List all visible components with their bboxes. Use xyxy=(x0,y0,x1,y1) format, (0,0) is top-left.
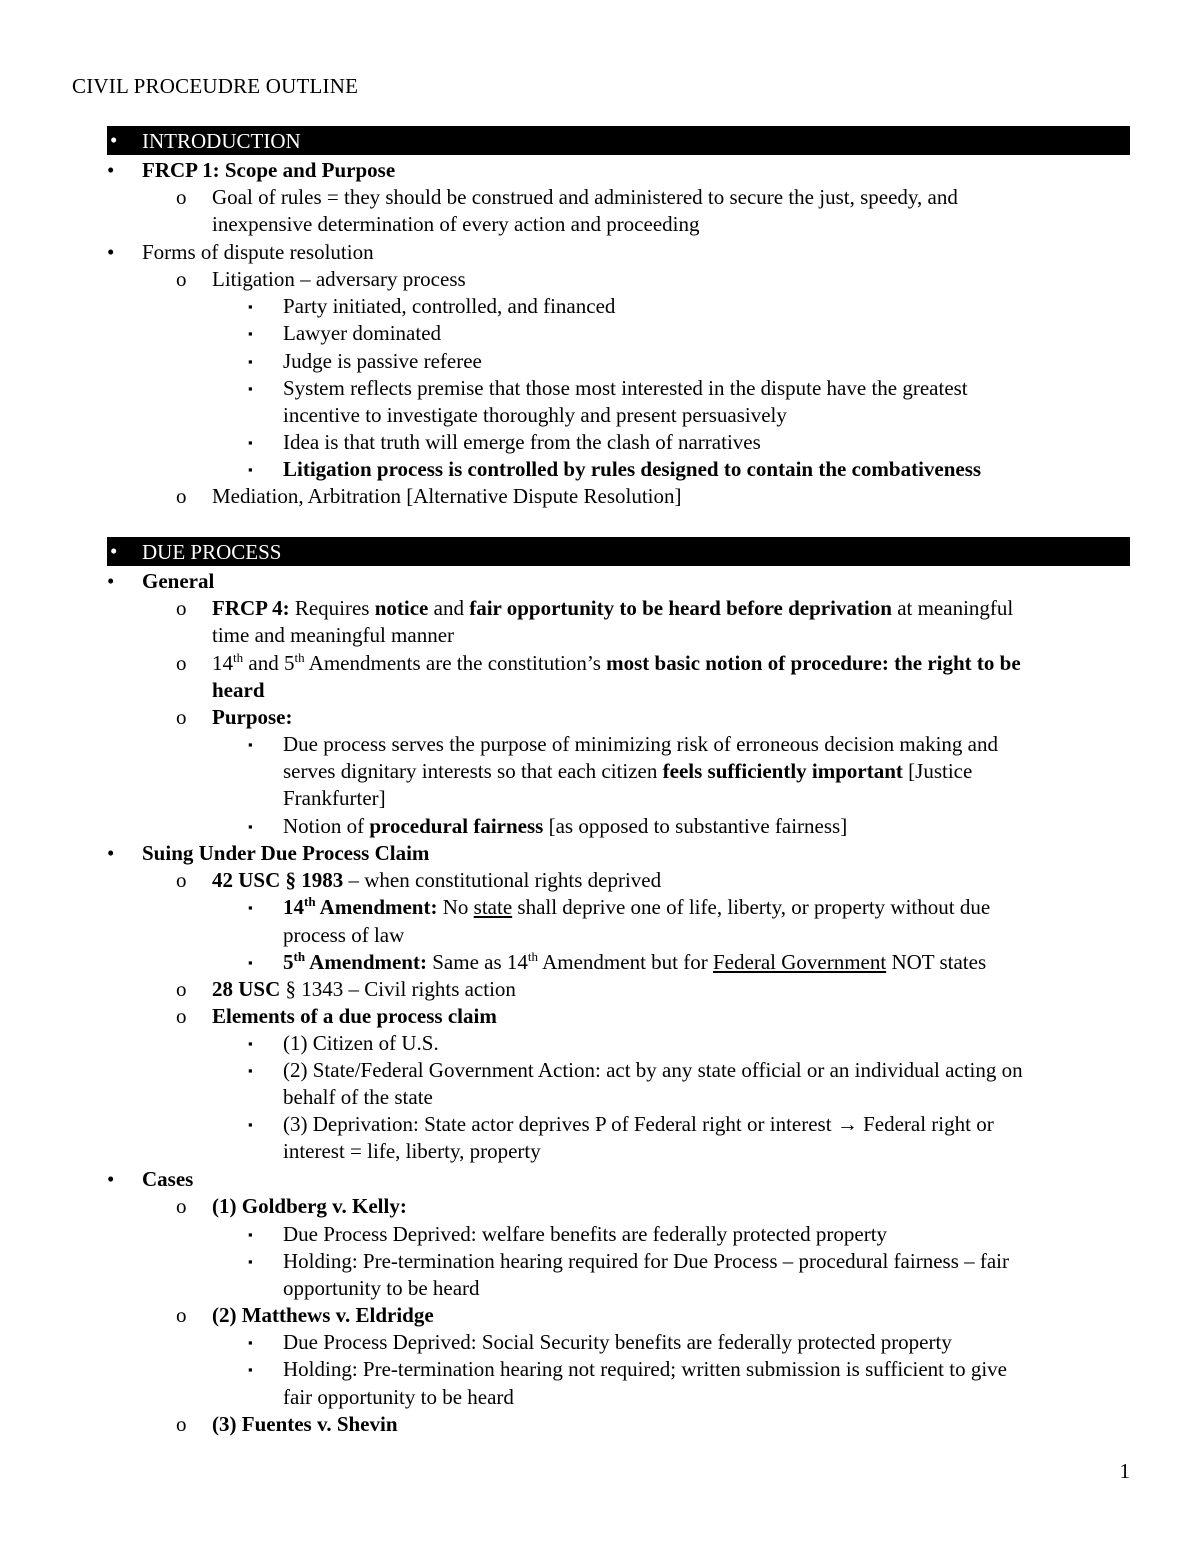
underlined-text: Federal Government xyxy=(713,950,887,974)
square-bullet: ▪ xyxy=(248,1117,253,1132)
bold-text: (2) Matthews v. Eldridge xyxy=(212,1303,434,1327)
text: Amendment: xyxy=(305,950,427,974)
sub-bullet: o xyxy=(176,1004,187,1028)
text: Requires xyxy=(289,596,375,620)
square-bullet: ▪ xyxy=(248,1063,253,1078)
bullet: • xyxy=(107,841,115,865)
list-item xyxy=(142,568,214,595)
text: and 5 xyxy=(243,651,295,675)
list-item: System reflects premise that those most interested in the dispute have the greatest xyxy=(283,376,968,400)
text: and xyxy=(428,596,470,620)
list-item: Litigation – adversary process xyxy=(212,267,466,291)
text: NOT states xyxy=(886,950,987,974)
list-item: Party initiated, controlled, and financed xyxy=(283,294,616,318)
square-bullet: ▪ xyxy=(248,955,253,970)
list-item xyxy=(142,840,429,867)
sub-bullet: o xyxy=(176,1412,187,1436)
bold-text: notice xyxy=(374,596,429,620)
bold-text: procedural fairness xyxy=(369,814,544,838)
list-item-continued: interest = life, liberty, property xyxy=(283,1139,541,1163)
text: Amendment: xyxy=(315,895,438,919)
square-bullet: ▪ xyxy=(248,326,253,341)
list-item xyxy=(283,1111,994,1138)
square-bullet: ▪ xyxy=(248,1227,253,1242)
bullet: • xyxy=(107,158,115,182)
list-item xyxy=(212,867,661,894)
superscript: th xyxy=(304,894,316,909)
bold-text: Purpose: xyxy=(212,705,293,729)
list-item xyxy=(142,157,395,184)
square-bullet: ▪ xyxy=(248,354,253,369)
square-bullet: ▪ xyxy=(248,819,253,834)
list-item: Idea is that truth will emerge from the clash of narratives xyxy=(283,430,761,454)
underlined-text: state xyxy=(473,895,513,919)
heading-text: INTRODUCTION xyxy=(142,129,301,153)
list-item: Goal of rules = they should be construed and administered to secure the just, speedy, and xyxy=(212,185,958,209)
list-item-continued: process of law xyxy=(283,923,405,947)
section-heading-introduction xyxy=(107,126,1130,155)
list-item: Judge is passive referee xyxy=(283,349,482,373)
case-title xyxy=(212,1193,407,1220)
list-item: Due Process Deprived: welfare benefits are federally protected property xyxy=(283,1222,888,1246)
bullet: • xyxy=(107,569,115,593)
list-item: (2) State/Federal Government Action: act by any state official or an individual acting on xyxy=(283,1058,1023,1082)
text: Amendment but for xyxy=(538,950,713,974)
list-item-continued: Frankfurter] xyxy=(283,786,386,810)
list-item-continued: behalf of the state xyxy=(283,1085,433,1109)
list-item-continued: fair opportunity to be heard xyxy=(283,1385,514,1409)
bold-text: FRCP 4: xyxy=(212,596,290,620)
text: 14 xyxy=(283,895,304,919)
list-item-continued: inexpensive determination of every action and proceeding xyxy=(212,212,700,236)
square-bullet: ▪ xyxy=(248,900,253,915)
text: Amendments are the constitution’s xyxy=(304,651,607,675)
bold-text: fair opportunity to be heard before deprivation xyxy=(469,596,892,620)
list-item: Holding: Pre-termination hearing required for Due Process – procedural fairness – fair xyxy=(283,1249,1010,1273)
list-item: Holding: Pre-termination hearing not required; written submission is sufficient to give xyxy=(283,1357,1007,1381)
text: 14 xyxy=(212,651,233,675)
list-item xyxy=(142,1166,193,1193)
square-bullet: ▪ xyxy=(248,1254,253,1269)
square-bullet: ▪ xyxy=(248,299,253,314)
superscript: th xyxy=(233,650,244,665)
bold-text: 42 USC § 1983 xyxy=(212,868,344,892)
bold-text: Litigation process is controlled by rules designed to contain the combativeness xyxy=(283,457,982,481)
bullet: • xyxy=(107,1167,115,1191)
list-item xyxy=(283,949,986,976)
list-item-continued xyxy=(212,677,265,704)
item-label: General xyxy=(142,569,215,593)
list-item xyxy=(283,894,990,921)
text: [as opposed to substantive fairness] xyxy=(543,814,848,838)
sub-bullet: o xyxy=(176,977,187,1001)
square-bullet: ▪ xyxy=(248,462,253,477)
square-bullet: ▪ xyxy=(248,435,253,450)
list-item xyxy=(212,595,1013,622)
bold-text: Elements of a due process claim xyxy=(212,1004,497,1028)
list-item-continued: incentive to investigate thoroughly and present persuasively xyxy=(283,403,787,427)
text: Same as 14 xyxy=(426,950,528,974)
sub-bullet: o xyxy=(176,868,187,892)
bold-text xyxy=(283,950,427,974)
list-item xyxy=(212,1003,497,1030)
text: shall deprive one of life, liberty, or property without due xyxy=(512,895,991,919)
text: No xyxy=(437,895,474,919)
sub-bullet: o xyxy=(176,267,187,291)
bold-text: (3) Fuentes v. Shevin xyxy=(212,1412,398,1436)
text: serves dignitary interests so that each citizen xyxy=(283,759,663,783)
list-item xyxy=(212,650,1021,677)
square-bullet: ▪ xyxy=(248,1036,253,1051)
sub-bullet: o xyxy=(176,705,187,729)
bold-text: most basic notion of procedure: the right to be xyxy=(606,651,1021,675)
list-item: Due Process Deprived: Social Security benefits are federally protected property xyxy=(283,1330,952,1354)
square-bullet: ▪ xyxy=(248,1335,253,1350)
list-item: Forms of dispute resolution xyxy=(142,240,374,264)
text: § 1343 – Civil rights action xyxy=(280,977,516,1001)
list-item-continued xyxy=(283,758,972,785)
list-item: (1) Citizen of U.S. xyxy=(283,1031,439,1055)
sub-bullet: o xyxy=(176,1194,187,1218)
bullet: • xyxy=(107,240,115,264)
list-item: Lawyer dominated xyxy=(283,321,442,345)
case-title xyxy=(212,1411,398,1438)
heading-bullet: • xyxy=(110,539,118,563)
text: [Justice xyxy=(902,759,973,783)
list-item: Mediation, Arbitration [Alternative Dispute Resolution] xyxy=(212,484,682,508)
list-item xyxy=(283,456,981,483)
heading-text: DUE PROCESS xyxy=(142,540,282,564)
bold-text: 28 USC xyxy=(212,977,281,1001)
sub-bullet: o xyxy=(176,1303,187,1327)
sub-bullet: o xyxy=(176,484,187,508)
square-bullet: ▪ xyxy=(248,381,253,396)
text: 5 xyxy=(283,950,294,974)
heading-bullet: • xyxy=(110,128,118,152)
item-label: FRCP 1: Scope and Purpose xyxy=(142,158,396,182)
list-item: Due process serves the purpose of minimizing risk of erroneous decision making and xyxy=(283,732,998,756)
case-title xyxy=(212,1302,434,1329)
bold-text xyxy=(283,895,437,919)
bold-text: feels sufficiently important xyxy=(662,759,903,783)
text: Federal right or xyxy=(857,1112,994,1136)
superscript: th xyxy=(293,949,306,964)
bold-text: heard xyxy=(212,678,265,702)
list-item xyxy=(212,704,293,731)
list-item-continued: opportunity to be heard xyxy=(283,1276,480,1300)
list-item xyxy=(212,976,516,1003)
document-title: CIVIL PROCEUDRE OUTLINE xyxy=(72,74,359,98)
item-label: Suing Under Due Process Claim xyxy=(142,841,430,865)
sub-bullet: o xyxy=(176,185,187,209)
sub-bullet: o xyxy=(176,596,187,620)
item-label: Cases xyxy=(142,1167,194,1191)
text: (3) Deprivation: State actor deprives P of Federal right or interest xyxy=(283,1112,837,1136)
bold-text: (1) Goldberg v. Kelly: xyxy=(212,1194,407,1218)
list-item xyxy=(283,813,847,840)
page-number: 1 xyxy=(1119,1459,1130,1483)
superscript: th xyxy=(527,949,539,964)
text: at meaningful xyxy=(891,596,1014,620)
superscript: th xyxy=(294,650,305,665)
square-bullet: ▪ xyxy=(248,737,253,752)
text: Notion of xyxy=(283,814,370,838)
list-item-continued: time and meaningful manner xyxy=(212,623,455,647)
square-bullet: ▪ xyxy=(248,1362,253,1377)
sub-bullet: o xyxy=(176,651,187,675)
text: – when constitutional rights deprived xyxy=(343,868,662,892)
section-heading-due-process xyxy=(107,537,1130,566)
arrow-icon: → xyxy=(836,1112,858,1136)
